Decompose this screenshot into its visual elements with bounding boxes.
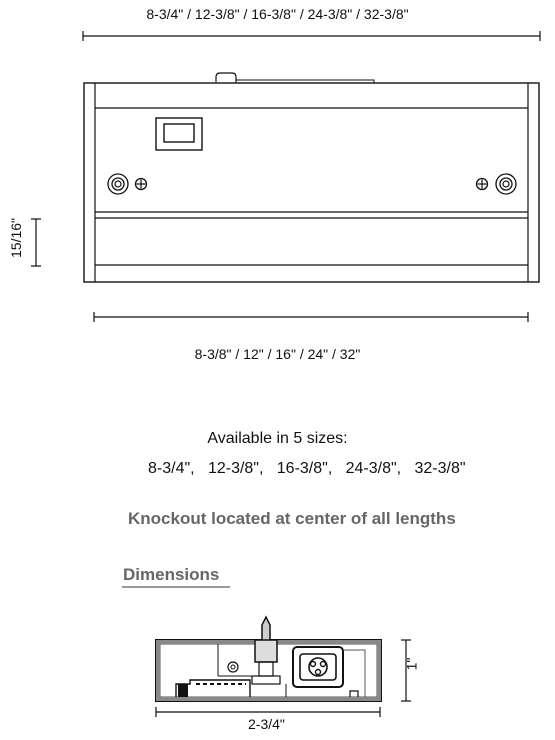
height-dimension-line: [31, 219, 41, 266]
inner-length-label: 8-3/8" / 12" / 16" / 24" / 32": [194, 346, 361, 362]
size-item: 12-3/8",: [207, 460, 264, 477]
section-width-label: 2-3/4": [248, 716, 285, 732]
section-height-dimension-line: [401, 640, 411, 701]
rocker-switch: [156, 118, 202, 150]
fixture-front-view: [84, 73, 539, 282]
size-item: 8-3/4",: [148, 460, 195, 477]
size-item: 32-3/8": [414, 460, 466, 477]
overall-length-label: 8-3/4" / 12-3/8" / 16-3/8" / 24-3/8" / 32-3/8": [146, 6, 409, 22]
section-height-label: 1": [403, 657, 420, 671]
dimensions-heading-underline: [122, 586, 230, 588]
right-connector-port: [496, 174, 516, 194]
overall-length-dimension-line: [83, 31, 540, 41]
size-item: 16-3/8",: [276, 460, 333, 477]
size-item: 24-3/8",: [345, 460, 402, 477]
left-connector-port: [108, 174, 128, 194]
available-sizes-list: [148, 460, 466, 479]
cross-section-view: [156, 617, 381, 701]
height-label: 15/16": [8, 217, 25, 259]
inner-length-dimension-line: [94, 312, 528, 322]
available-sizes-title: Available in 5 sizes:: [207, 430, 348, 447]
dimensions-heading: Dimensions: [123, 565, 220, 584]
knockout-note: Knockout located at center of all lengths: [128, 509, 456, 528]
